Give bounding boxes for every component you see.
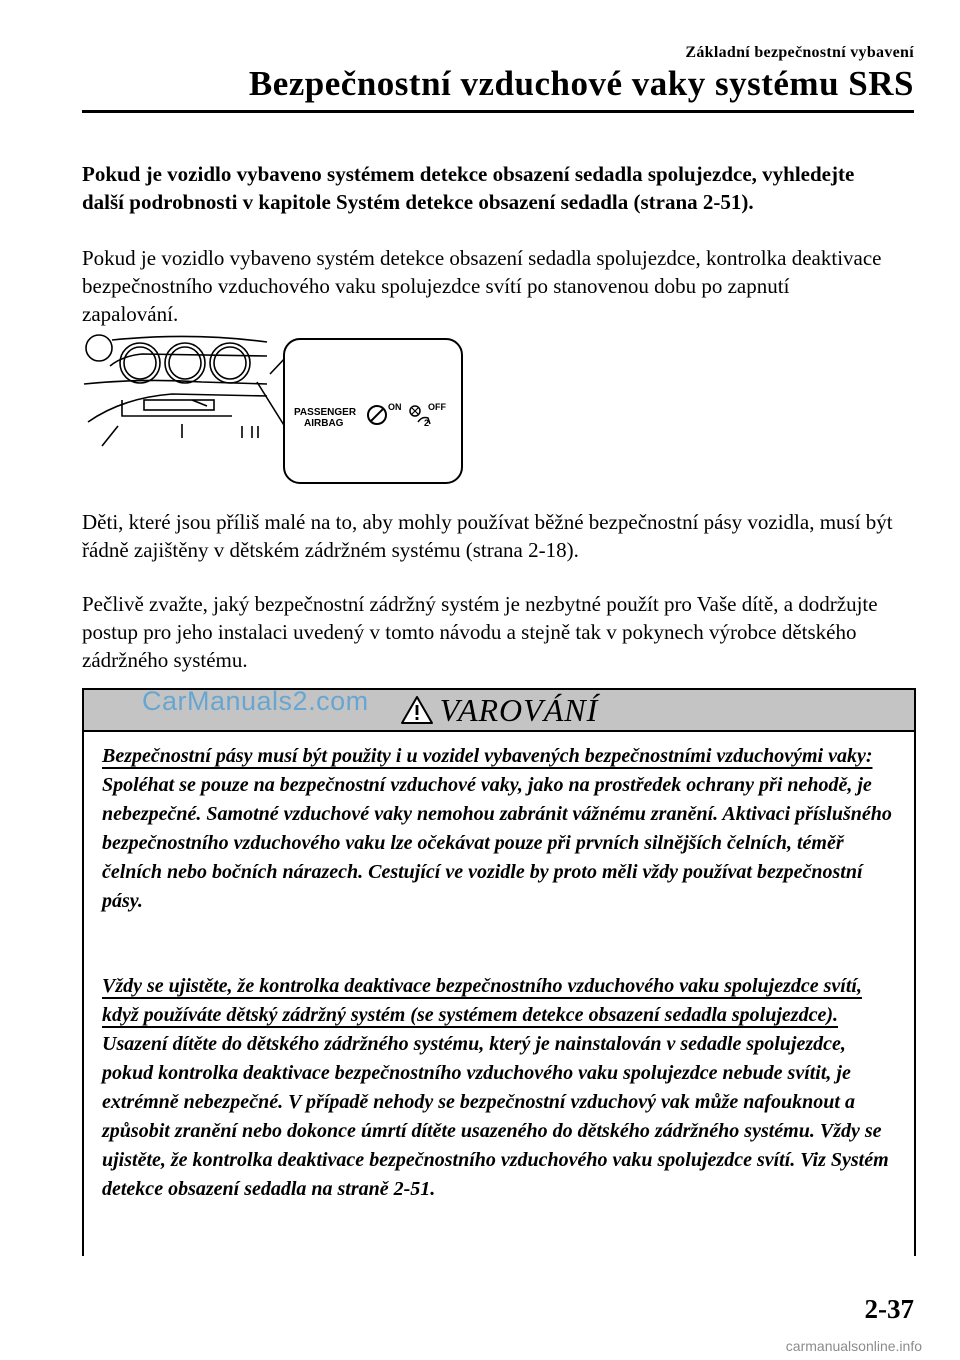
footer-watermark: carmanualsonline.info: [785, 1338, 922, 1354]
off-label: OFF: [428, 402, 446, 412]
watermark: CarManuals2.com: [142, 686, 369, 716]
warning-item-text: Spoléhat se pouze na bezpečnostní vzduchové vaky, jako na prostředek ochrany při nehodě, je nebezpečné. Samotné vzduchové vaky nemohou zabránit vážnému zranění. Aktivaci příslušného bezpečnostního vzduchového vaku lze očekávat pouze při prvních silnějších čelních, téměř čelních nebo bočních nárazech. Cestující ve vozidle by proto měli vždy používat bezpečnostní pásy.: [102, 774, 892, 912]
warning-item: [102, 972, 898, 1204]
dashboard-illustration: [82, 326, 468, 488]
warning-title: VAROVÁNÍ: [439, 691, 599, 728]
header-divider: [82, 110, 914, 113]
warning-box: [82, 688, 916, 1256]
section-header: Základní bezpečnostní vybavení: [685, 44, 914, 61]
warning-triangle-icon: [400, 695, 434, 725]
svg-text:2: 2: [424, 418, 430, 428]
page-number: 2-37: [864, 1294, 914, 1324]
intro-bold-paragraph: Pokud je vozidlo vybaveno systémem detekce obsazení sedadla spolujezdce, vyhledejte další podrobnosti v kapitole Systém detekce obsazení sedadla (strana 2-51).: [82, 162, 855, 214]
page-title: Bezpečnostní vzduchové vaky systému SRS: [248, 64, 914, 103]
warning-item: [102, 742, 898, 916]
on-label: ON: [388, 402, 402, 412]
installation-paragraph: Pečlivě zvažte, jaký bezpečnostní zádržný systém je nezbytné použít pro Vaše dítě, a dodržujte postup pro jeho instalaci uvedený v tomto návodu a stejně tak v pokynech výrobce dětského zádržného systému.: [82, 592, 878, 672]
passenger-label: PASSENGER: [294, 407, 357, 418]
child-restraint-paragraph: Děti, které jsou příliš malé na to, aby mohly používat běžné bezpečnostní pásy vozidla, musí být řádně zajištěny v dětském zádržném systému (strana 2-18).: [82, 510, 893, 562]
warning-body: [84, 732, 914, 1204]
warning-item-heading: Bezpečnostní pásy musí být použity i u vozidel vybavených bezpečnostními vzduchovými vaky:: [102, 745, 873, 767]
intro-paragraph: Pokud je vozidlo vybaveno systém detekce obsazení sedadla spolujezdce, kontrolka deaktivace bezpečnostního vzduchového vaku spolujezdce svítí po stanovenou dobu po zapnutí zapalování.: [82, 246, 882, 326]
warning-item-heading: Vždy se ujistěte, že kontrolka deaktivace bezpečnostního vzduchového vaku spolujezdce svítí, když používáte dětský zádržný systém (se systémem detekce obsazení sedadla spolujezdce).: [102, 975, 862, 1026]
dashboard-line-drawing: [82, 326, 468, 488]
warning-item-text: Usazení dítěte do dětského zádržného systému, který je nainstalován v sedadle spolujezdce, pokud kontrolka deaktivace bezpečnostního vzduchového vaku spolujezdce nebude svítit, je extrémně nebezpečné. V případě nehody se bezpečnostní vzduchový vak může nafouknout a způsobit zranění nebo dokonce úmrtí dítěte usazeného do dětského zádržného systému. Vždy se ujistěte, že kontrolka deaktivace bezpečnostního vzduchového vaku spolujezdce svítí. Viz Systém detekce obsazení sedadla na straně 2-51.: [102, 1033, 889, 1200]
airbag-label: AIRBAG: [304, 418, 344, 429]
